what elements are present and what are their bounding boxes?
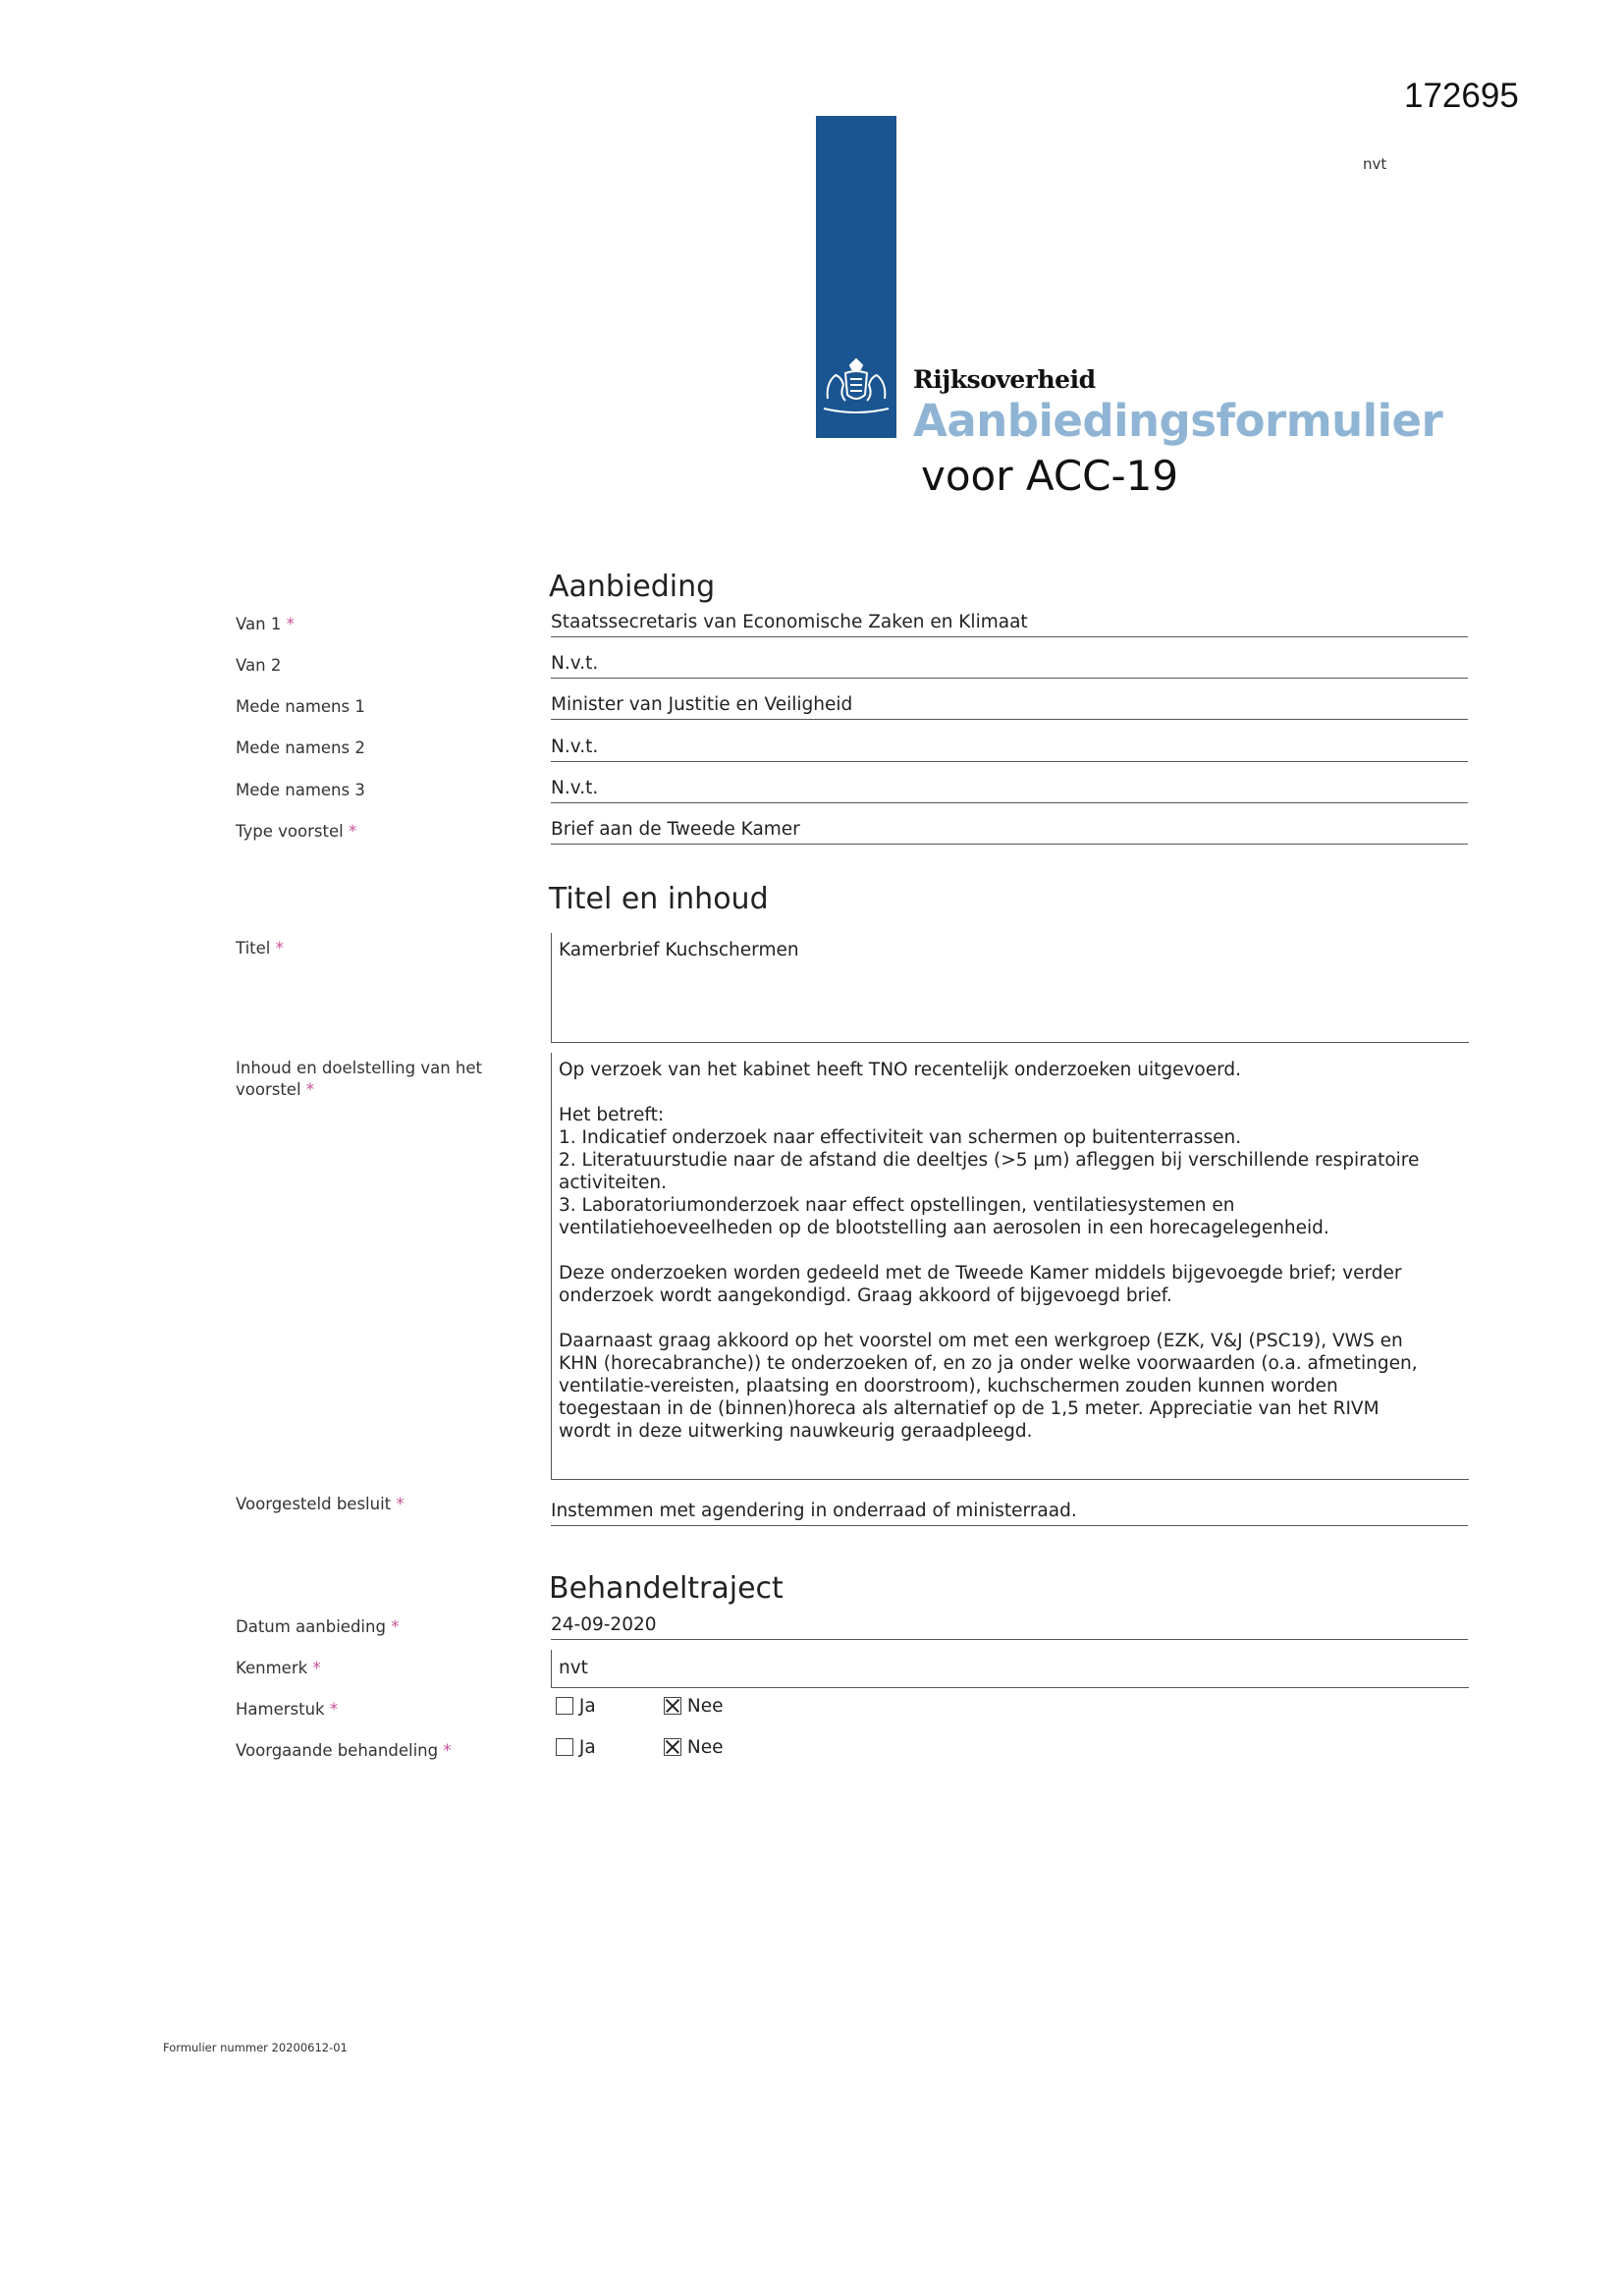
brand-name: Rijksoverheid bbox=[913, 365, 1096, 394]
required-star: * bbox=[329, 1700, 339, 1719]
section-titel-inhoud: Titel en inhoud bbox=[549, 882, 769, 916]
field-type[interactable]: Brief aan de Tweede Kamer bbox=[551, 819, 1468, 845]
form-subtitle: voor ACC-19 bbox=[921, 452, 1179, 500]
field-mede3[interactable]: N.v.t. bbox=[551, 778, 1468, 803]
inhoud-text: Op verzoek van het kabinet heeft TNO recentelijk onderzoeken uitgevoerd. Het betreft: 1. Indicatief onderzoek naar effectiviteit van schermen op buitenterrassen. 2. Literatuurstudie naar de afstand die deeltjes (>5 µm) afleggen bij verschillende respiratoire activiteiten. 3. Laboratoriumonderzoek naar effect opstellingen, ventilatiesystemen en ventilatiehoeveelheden op de blootstelling aan aerosolen in een horecagelegenheid. Deze onderzoeken worden gedeeld met de Tweede Kamer middels bijgevoegde brief; verder onderzoek wordt aangekondigd. Graag akkoord of bijgevoegd brief. Daarnaast graag akkoord op het voorstel om met een werkgroep (EZK, V&J (PSC19), VWS en KHN (horecabranche)) te onderzoeken of, en zo ja onder welke voorwaarden (o.a. afmetingen, ventilatie-vereisten, plaatsing en doorstroom), kuchschermen zouden kunnen worden toegestaan in de (binnen)horeca als alternatief op de 1,5 meter. Appreciatie van het RIVM wordt in deze uitwerking nauwkeurig geraadpleegd. bbox=[559, 1060, 1420, 1442]
label-mede3: Mede namens 3 bbox=[236, 781, 365, 799]
titel-value: Kamerbrief Kuchschermen bbox=[559, 940, 799, 960]
label-mede2: Mede namens 2 bbox=[236, 738, 365, 757]
crest-icon bbox=[818, 355, 894, 418]
field-van2[interactable]: N.v.t. bbox=[551, 653, 1468, 679]
form-number-footer: Formulier nummer 20200612-01 bbox=[163, 2041, 348, 2054]
section-aanbieding: Aanbieding bbox=[549, 570, 716, 604]
label-type: Type voorstel * bbox=[236, 822, 357, 841]
label-kenmerk: Kenmerk * bbox=[236, 1659, 321, 1677]
hamerstuk-nee[interactable]: Nee bbox=[664, 1696, 724, 1717]
checkbox-hamerstuk-nee-checked[interactable] bbox=[664, 1697, 681, 1715]
field-mede1[interactable]: Minister van Justitie en Veiligheid bbox=[551, 694, 1468, 720]
field-inhoud[interactable] bbox=[551, 1053, 1469, 1480]
label-mede1: Mede namens 1 bbox=[236, 697, 365, 716]
required-star: * bbox=[391, 1617, 400, 1636]
required-star: * bbox=[396, 1495, 405, 1513]
field-mede2[interactable]: N.v.t. bbox=[551, 737, 1468, 762]
kenmerk-value: nvt bbox=[559, 1658, 588, 1678]
label-van2: Van 2 bbox=[236, 656, 282, 675]
required-star: * bbox=[312, 1659, 321, 1677]
required-star: * bbox=[348, 822, 357, 841]
form-title: Aanbiedingsformulier bbox=[913, 395, 1443, 447]
required-star: * bbox=[286, 615, 295, 633]
label-voorgaande: Voorgaande behandeling * bbox=[236, 1741, 452, 1760]
voorgaande-nee[interactable]: Nee bbox=[664, 1737, 724, 1758]
required-star: * bbox=[305, 1080, 315, 1099]
field-datum[interactable]: 24-09-2020 bbox=[551, 1614, 1468, 1640]
field-van1[interactable]: Staatssecretaris van Economische Zaken en Klimaat bbox=[551, 612, 1468, 637]
label-inhoud: Inhoud en doelstelling van het voorstel * bbox=[236, 1059, 483, 1099]
checkbox-hamerstuk-ja[interactable] bbox=[556, 1697, 573, 1715]
required-star: * bbox=[443, 1741, 452, 1760]
checkbox-voorgaande-ja[interactable] bbox=[556, 1738, 573, 1756]
top-reference: nvt bbox=[1363, 155, 1387, 173]
label-datum: Datum aanbieding * bbox=[236, 1617, 400, 1636]
section-behandeltraject: Behandeltraject bbox=[549, 1571, 784, 1606]
required-star: * bbox=[275, 939, 284, 957]
document-number: 172695 bbox=[1404, 77, 1519, 115]
field-titel[interactable] bbox=[551, 933, 1469, 1043]
label-van1: Van 1 * bbox=[236, 615, 295, 633]
field-kenmerk[interactable] bbox=[551, 1650, 1469, 1688]
label-hamerstuk: Hamerstuk * bbox=[236, 1700, 339, 1719]
hamerstuk-ja[interactable]: Ja bbox=[556, 1696, 596, 1717]
field-besluit[interactable]: Instemmen met agendering in onderraad of ministerraad. bbox=[551, 1501, 1468, 1526]
label-besluit: Voorgesteld besluit * bbox=[236, 1495, 405, 1513]
label-titel: Titel * bbox=[236, 939, 284, 957]
checkbox-voorgaande-nee-checked[interactable] bbox=[664, 1738, 681, 1756]
voorgaande-ja[interactable]: Ja bbox=[556, 1737, 596, 1758]
